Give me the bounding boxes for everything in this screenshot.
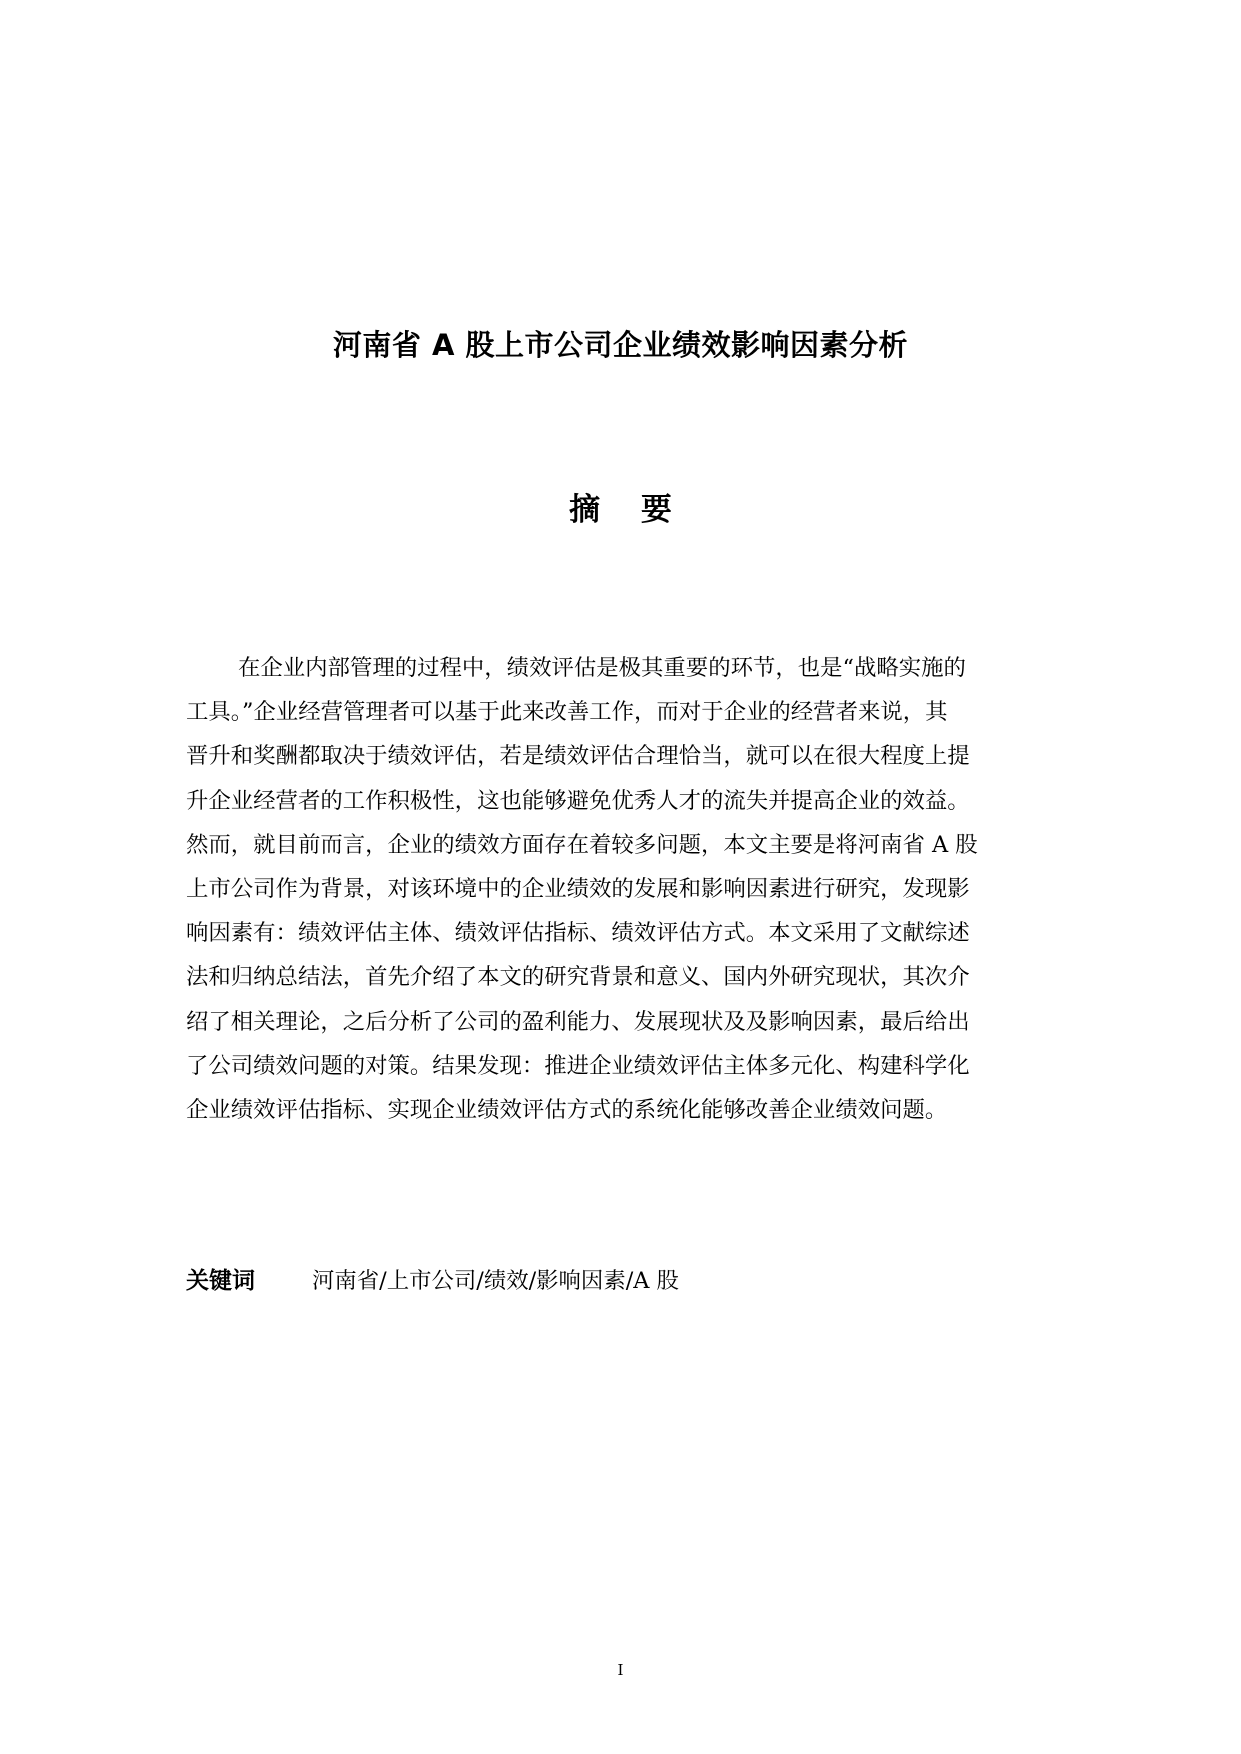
abstract-line: 在企业内部管理的过程中，绩效评估是极其重要的环节，也是“战略实施的 <box>238 655 966 681</box>
abstract-line: 上市公司作为背景，对该环境中的企业绩效的发展和影响因素进行研究，发现影 <box>186 875 970 902</box>
abstract-line: 企业绩效评估指标、实现企业绩效评估方式的系统化能够改善企业绩效问题。 <box>186 1096 948 1123</box>
abstract-line: 晋升和奖酬都取决于绩效评估，若是绩效评估合理恰当，就可以在很大程度上提 <box>186 743 970 770</box>
keywords-label: 关键词 <box>186 1268 255 1294</box>
keywords-value: 河南省/上市公司/绩效/影响因素/A 股 <box>312 1268 679 1294</box>
keywords-row <box>186 1261 1056 1304</box>
abstract-line: 了公司绩效问题的对策。结果发现：推进企业绩效评估主体多元化、构建科学化 <box>186 1052 970 1079</box>
abstract-body <box>186 646 1056 1132</box>
abstract-heading: 摘 要 <box>569 492 672 528</box>
abstract-line: 响因素有：绩效评估主体、绩效评估指标、绩效评估方式。本文采用了文献综述 <box>186 920 970 947</box>
abstract-line: 升企业经营者的工作积极性，这也能够避免优秀人才的流失并提高企业的效益。 <box>186 787 970 814</box>
abstract-line: 工具。”企业经营管理者可以基于此来改善工作，而对于企业的经营者来说，其 <box>186 699 948 726</box>
abstract-line: 绍了相关理论，之后分析了公司的盈利能力、发展现状及及影响因素，最后给出 <box>186 1008 970 1035</box>
abstract-line: 法和归纳总结法，首先介绍了本文的研究背景和意义、国内外研究现状，其次介 <box>186 964 970 991</box>
abstract-line: 然而，就目前而言，企业的绩效方面存在着较多问题，本文主要是将河南省 A 股 <box>186 831 978 858</box>
page-number: I <box>617 1661 624 1679</box>
document-title: 河南省 A 股上市公司企业绩效影响因素分析 <box>332 328 909 362</box>
